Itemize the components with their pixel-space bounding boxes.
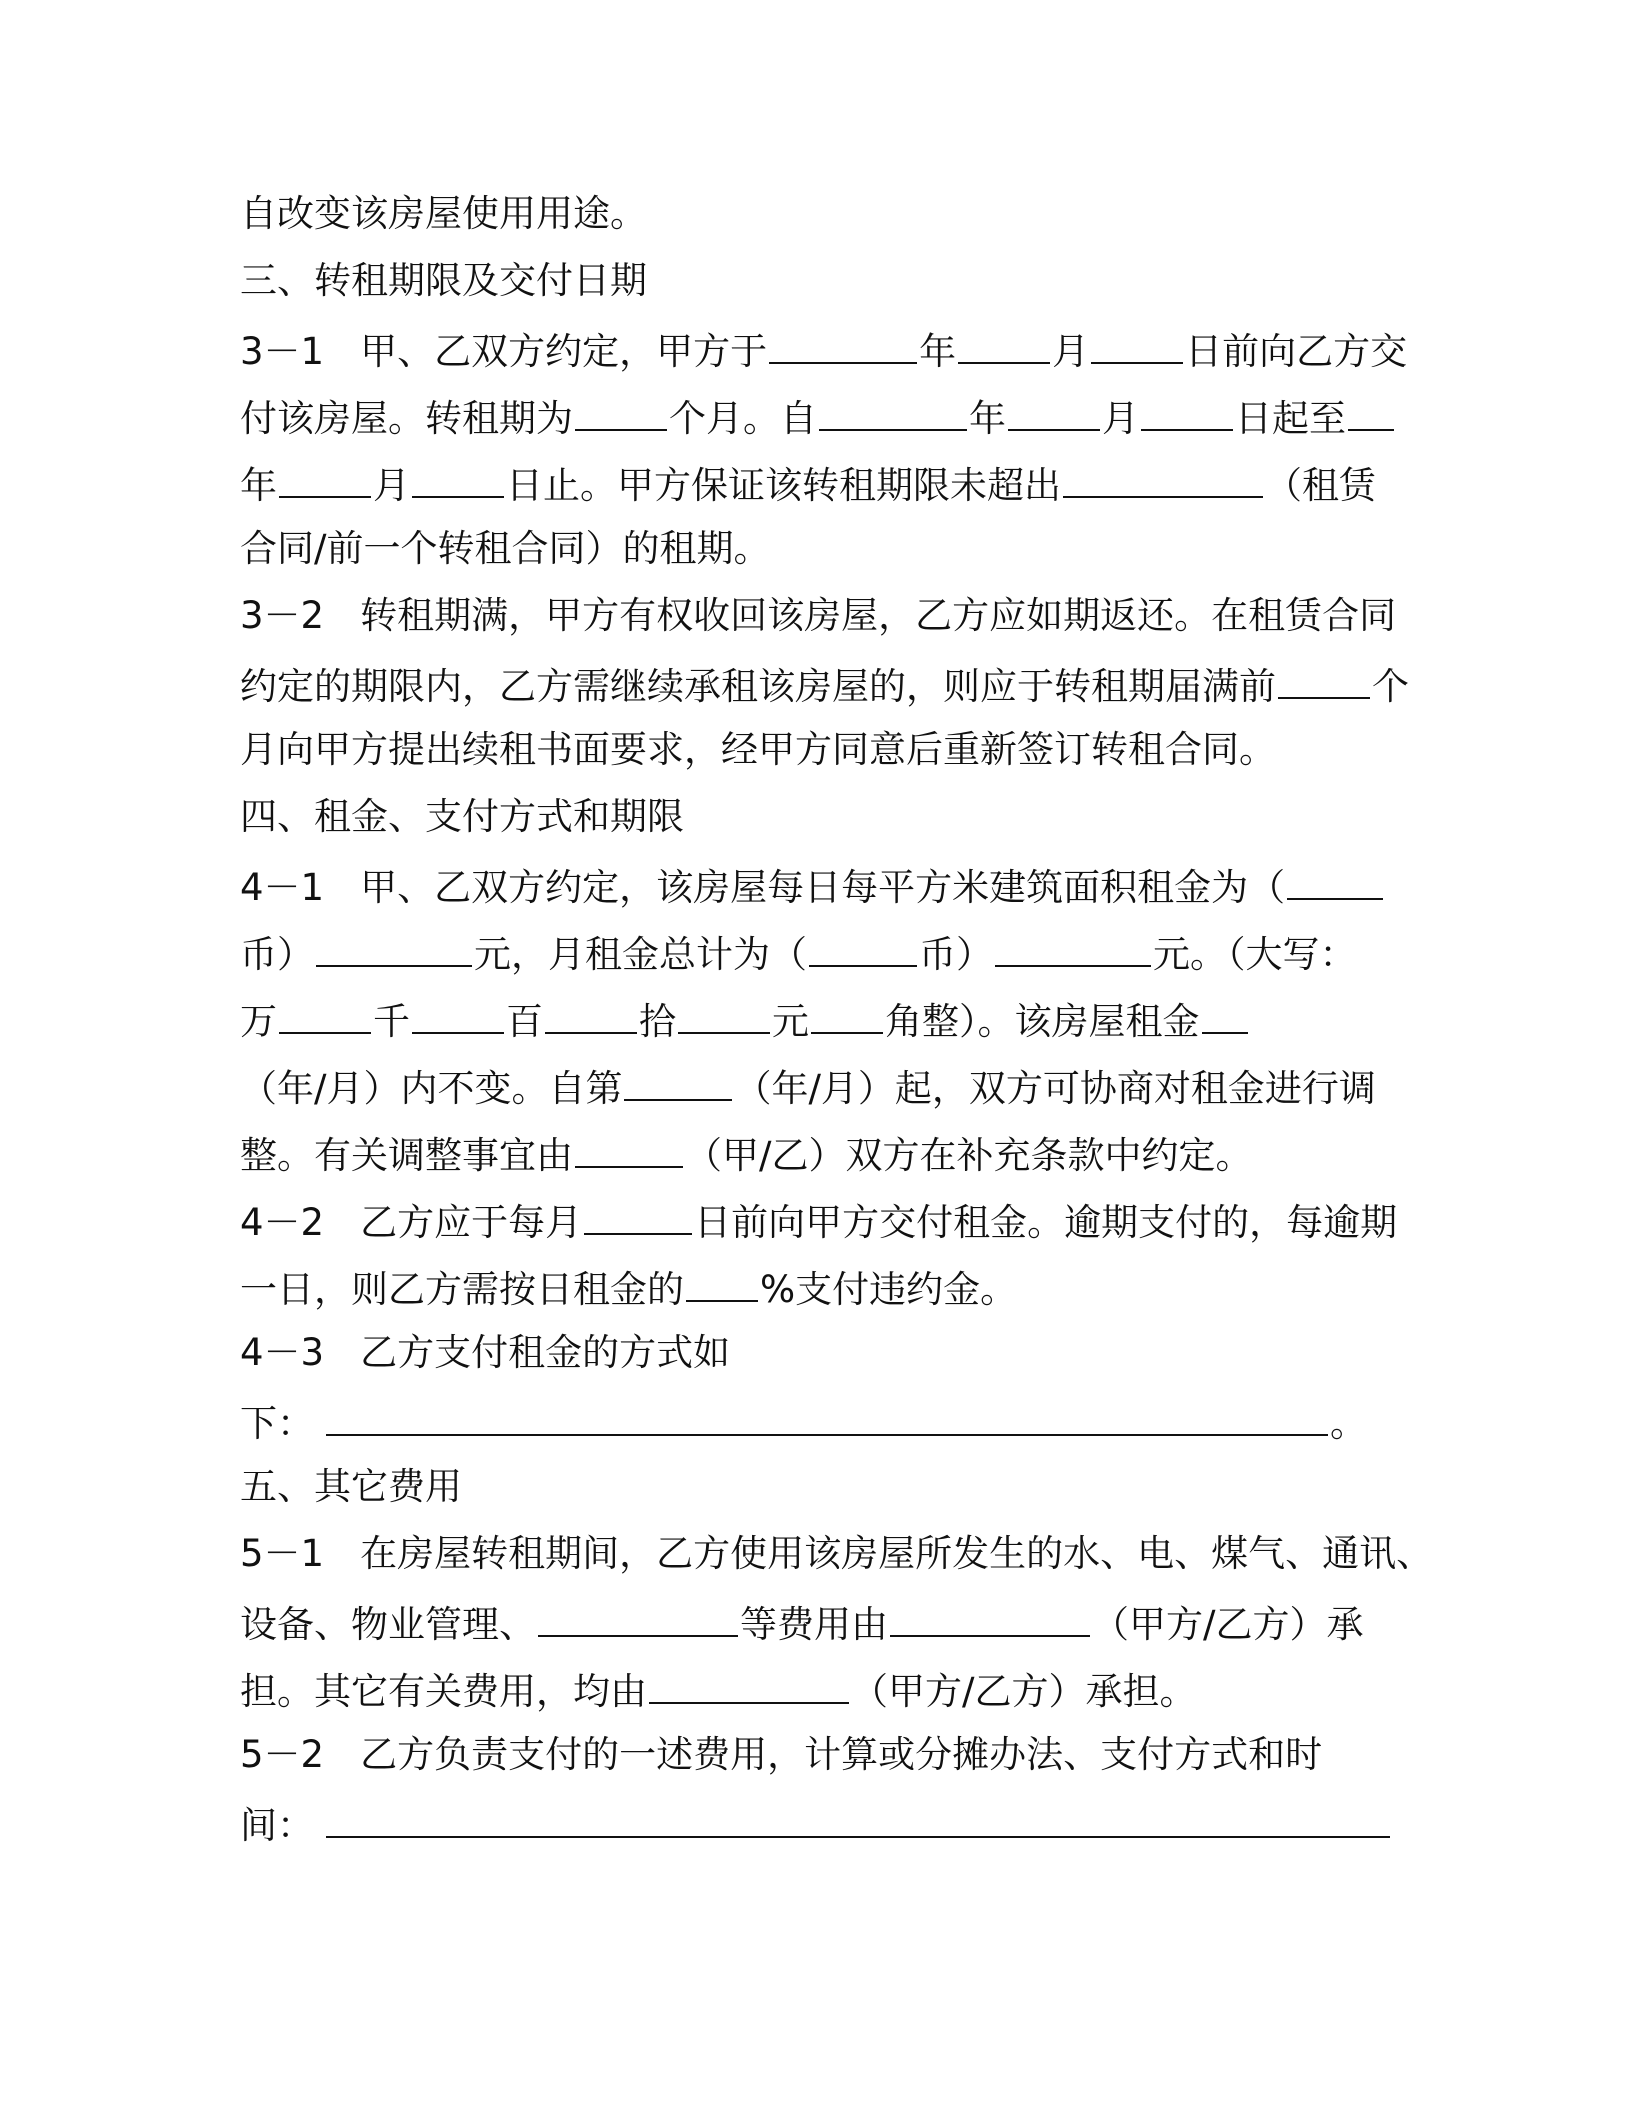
fill-blank[interactable] [538,1595,738,1637]
clause-number: 4－1 [240,866,325,909]
text-segment: 间： [240,1804,314,1847]
text-segment: 个月。自 [669,397,817,440]
text-segment: 乙方负责支付的一述费用，计算或分摊办法、支付方式和时 [360,1733,1323,1776]
text-segment: 月 [1052,330,1090,373]
text-segment: 拾 [639,1000,676,1043]
text-segment: 合同/前一个转租合同）的租期。 [240,527,771,570]
paragraph-line [240,1796,1380,1848]
fill-blank[interactable] [279,992,371,1034]
paragraph-line [240,456,1380,508]
paragraph-line [240,523,1380,575]
text-segment: 四、租金、支付方式和期限 [240,795,684,838]
text-segment: 在房屋转租期间，乙方使用该房屋所发生的水、电、煤气、通讯、 [360,1532,1434,1575]
text-segment: 自改变该房屋使用用途。 [240,192,647,235]
paragraph-line [240,1662,1380,1714]
fill-blank[interactable] [995,925,1151,967]
section-heading [240,255,1380,307]
text-segment: 万 [240,1000,277,1043]
fill-blank[interactable] [575,389,667,431]
fill-blank[interactable] [624,1059,732,1101]
clause-number: 4－2 [240,1201,325,1244]
clause-number: 5－1 [240,1532,325,1575]
paragraph-line [240,1729,1380,1781]
fill-blank[interactable] [686,1260,758,1302]
text-segment: 日止。甲方保证该转租期限未超出 [506,464,1061,507]
fill-blank[interactable] [412,992,504,1034]
paragraph-line [240,1059,1380,1111]
text-segment: 币） [240,933,314,976]
text-segment: 日前向乙方交 [1185,330,1408,373]
text-segment: 年 [240,464,277,507]
fill-blank[interactable] [279,456,371,498]
clause-number: 3－1 [240,330,325,373]
clause-number: 3－2 [240,594,325,637]
text-segment: 转租期满，甲方有权收回该房屋，乙方应如期返还。在租赁合同 [360,594,1397,637]
paragraph-line [240,1260,1380,1312]
fill-blank[interactable] [584,1193,692,1235]
text-segment: 元，月租金总计为（ [474,933,807,976]
text-segment: 元 [772,1000,809,1043]
paragraph-line [240,1394,1380,1446]
fill-blank[interactable] [819,389,967,431]
fill-blank[interactable] [326,1394,1328,1436]
text-segment: 一日，则乙方需按日租金的 [240,1268,684,1311]
paragraph-line [240,724,1380,776]
paragraph-line [240,1528,1434,1580]
fill-blank[interactable] [1278,657,1370,699]
text-segment: 三、转租期限及交付日期 [240,259,647,302]
text-segment: 币） [919,933,993,976]
text-segment: 乙方应于每月 [360,1201,583,1244]
text-segment: 日前向甲方交付租金。逾期支付的，每逾期 [694,1201,1398,1244]
paragraph-line [240,1193,1398,1245]
fill-blank[interactable] [1008,389,1100,431]
paragraph-line [240,590,1397,642]
text-segment: 年 [919,330,957,373]
text-segment: 甲、乙双方约定，甲方于 [360,330,768,373]
fill-blank[interactable] [316,925,472,967]
fill-blank[interactable] [769,322,917,364]
text-segment: 担。其它有关费用，均由 [240,1670,647,1713]
text-segment: （年/月）起，双方可协商对租金进行调 [734,1067,1376,1110]
fill-blank[interactable] [678,992,770,1034]
paragraph-line [240,925,1380,977]
fill-blank[interactable] [545,992,637,1034]
text-segment: 百 [506,1000,543,1043]
fill-blank[interactable] [326,1796,1390,1838]
text-segment: 月向甲方提出续租书面要求，经甲方同意后重新签订转租合同。 [240,728,1276,771]
paragraph-line [240,1126,1380,1178]
fill-blank[interactable] [649,1662,849,1704]
paragraph-line [240,1595,1380,1647]
text-segment: 元。（大写： [1153,933,1357,976]
text-segment: 日起至 [1235,397,1346,440]
fill-blank[interactable] [809,925,917,967]
fill-blank[interactable] [1063,456,1263,498]
text-segment: 甲、乙双方约定，该房屋每日每平方米建筑面积租金为（ [360,866,1286,909]
paragraph-line [240,188,1380,240]
text-segment: （租赁 [1265,464,1376,507]
section-heading [240,1461,1380,1513]
fill-blank[interactable] [811,992,883,1034]
paragraph-line [240,858,1380,910]
paragraph-line [240,657,1409,709]
text-segment: （年/月）内不变。自第 [240,1067,623,1110]
text-segment: 整。有关调整事宜由 [240,1134,573,1177]
text-segment: 约定的期限内，乙方需继续承租该房屋的，则应于转租期届满前 [240,665,1276,708]
text-segment: 角整）。该房屋租金 [885,1000,1200,1043]
paragraph-line [240,389,1380,441]
fill-blank[interactable] [575,1126,683,1168]
text-segment: 乙方支付租金的方式如 [360,1331,731,1374]
text-segment: 等费用由 [740,1603,888,1646]
text-segment: 年 [969,397,1006,440]
clause-number: 4－3 [240,1331,325,1374]
text-segment: 千 [373,1000,410,1043]
text-segment: 设备、物业管理、 [240,1603,536,1646]
fill-blank[interactable] [1141,389,1233,431]
fill-blank[interactable] [1202,992,1248,1034]
clause-number: 5－2 [240,1733,325,1776]
text-segment: 下： [240,1402,314,1445]
text-segment: 个 [1372,665,1409,708]
paragraph-line [240,992,1380,1044]
section-heading [240,791,1380,843]
fill-blank[interactable] [890,1595,1090,1637]
text-segment: （甲/乙）双方在补充条款中约定。 [685,1134,1253,1177]
fill-blank[interactable] [412,456,504,498]
text-segment: 月 [1102,397,1139,440]
text-segment: （甲方/乙方）承 [1092,1603,1364,1646]
text-segment: 付该房屋。转租期为 [240,397,573,440]
text-segment: （甲方/乙方）承担。 [851,1670,1197,1713]
fill-blank[interactable] [1091,322,1183,364]
text-segment: %支付违约金。 [760,1268,1018,1311]
paragraph-line [240,322,1408,374]
text-segment: 。 [1330,1402,1367,1445]
fill-blank[interactable] [958,322,1050,364]
fill-blank[interactable] [1287,858,1383,900]
paragraph-line [240,1327,1380,1379]
text-segment: 五、其它费用 [240,1465,462,1508]
fill-blank[interactable] [1348,389,1394,431]
text-segment: 月 [373,464,410,507]
